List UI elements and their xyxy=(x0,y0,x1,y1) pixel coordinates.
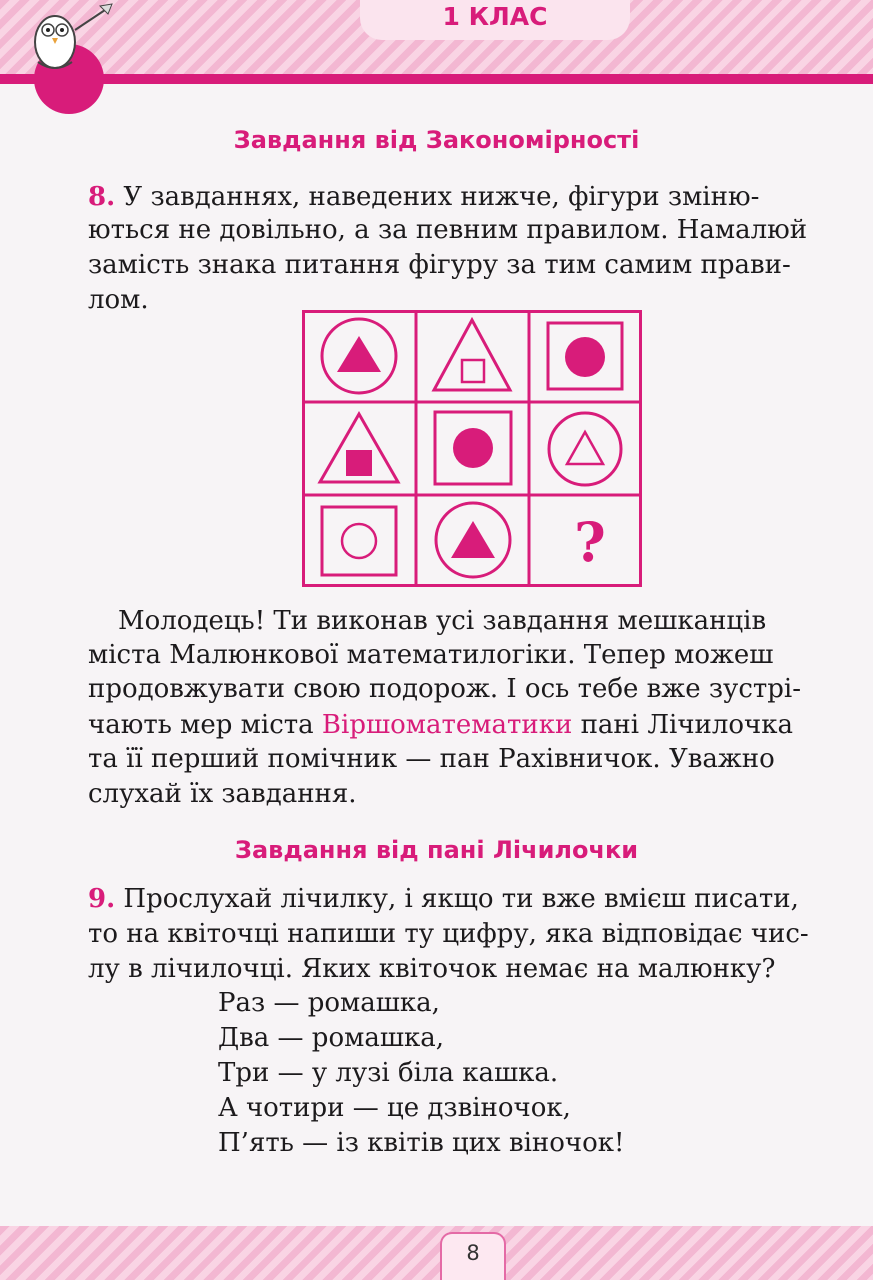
bottom-decorative-band xyxy=(0,1226,873,1280)
puzzle-cell-6 xyxy=(549,413,621,485)
owl-mascot-icon xyxy=(0,0,120,90)
intro-line-4 xyxy=(88,710,793,740)
task-9-number: 9. xyxy=(88,884,116,914)
city-name-highlight: Віршоматематики xyxy=(321,710,573,740)
intro-line-4-start: чають мер міста xyxy=(88,710,322,740)
task-8-number: 8. xyxy=(88,182,116,212)
header-divider xyxy=(0,74,873,84)
puzzle-question-mark: ? xyxy=(574,510,606,574)
intro-line-4-end: пані Лічилочка xyxy=(572,710,793,740)
poem-line-5: П’ять — із квітів цих віночок! xyxy=(218,1128,625,1158)
puzzle-cell-2 xyxy=(434,320,510,390)
task-9-text-1: Прослухай лічилку, і якщо ти вже вмієш писати, xyxy=(123,884,799,914)
puzzle-cell-1 xyxy=(322,319,396,393)
task-8-line-1 xyxy=(88,182,759,212)
intro-line-5: та її перший помічник — пан Рахівничок. Уважно xyxy=(88,744,775,774)
task-9-line-1 xyxy=(88,884,799,914)
intro-line-2: міста Малюнкової математилогіки. Тепер можеш xyxy=(88,640,774,670)
intro-line-3: продовжувати свою подорож. І ось тебе вже зустрі- xyxy=(88,674,802,704)
task-9-line-3: лу в лічилочці. Яких квіточок немає на малюнку? xyxy=(88,954,776,984)
section-heading-patterns: Завдання від Закономірності xyxy=(233,126,640,154)
poem-line-1: Раз — ромашка, xyxy=(218,988,440,1018)
section-heading-lichylochka: Завдання від пані Лічилочки xyxy=(234,836,639,864)
puzzle-cell-7 xyxy=(322,507,396,575)
task-8-line-4: лом. xyxy=(88,285,149,315)
task-9-line-2: то на квіточці напиши ту цифру, яка відповідає чис- xyxy=(88,919,809,949)
page-number: 8 xyxy=(466,1241,480,1265)
poem-line-2: Два — ромашка, xyxy=(218,1023,445,1053)
poem-line-4: А чотири — це дзвіночок, xyxy=(218,1093,571,1123)
puzzle-cell-4 xyxy=(320,414,398,482)
task-8-line-2: ються не довільно, а за певним правилом. Намалюй xyxy=(88,215,808,245)
puzzle-cell-3 xyxy=(548,323,622,389)
task-8-line-3: замість знака питання фігуру за тим самим прави- xyxy=(88,250,791,280)
grade-title: 1 КЛАС xyxy=(442,2,548,31)
task-8-text-1: У завданнях, наведених нижче, фігури зміню- xyxy=(123,182,760,212)
puzzle-cell-8 xyxy=(436,503,510,577)
poem-line-3: Три — у лузі біла кашка. xyxy=(218,1058,559,1088)
puzzle-cell-5 xyxy=(435,412,511,484)
intro-line-1: Молодець! Ти виконав усі завдання мешканців xyxy=(118,606,767,636)
intro-line-6: слухай їх завдання. xyxy=(88,779,357,809)
